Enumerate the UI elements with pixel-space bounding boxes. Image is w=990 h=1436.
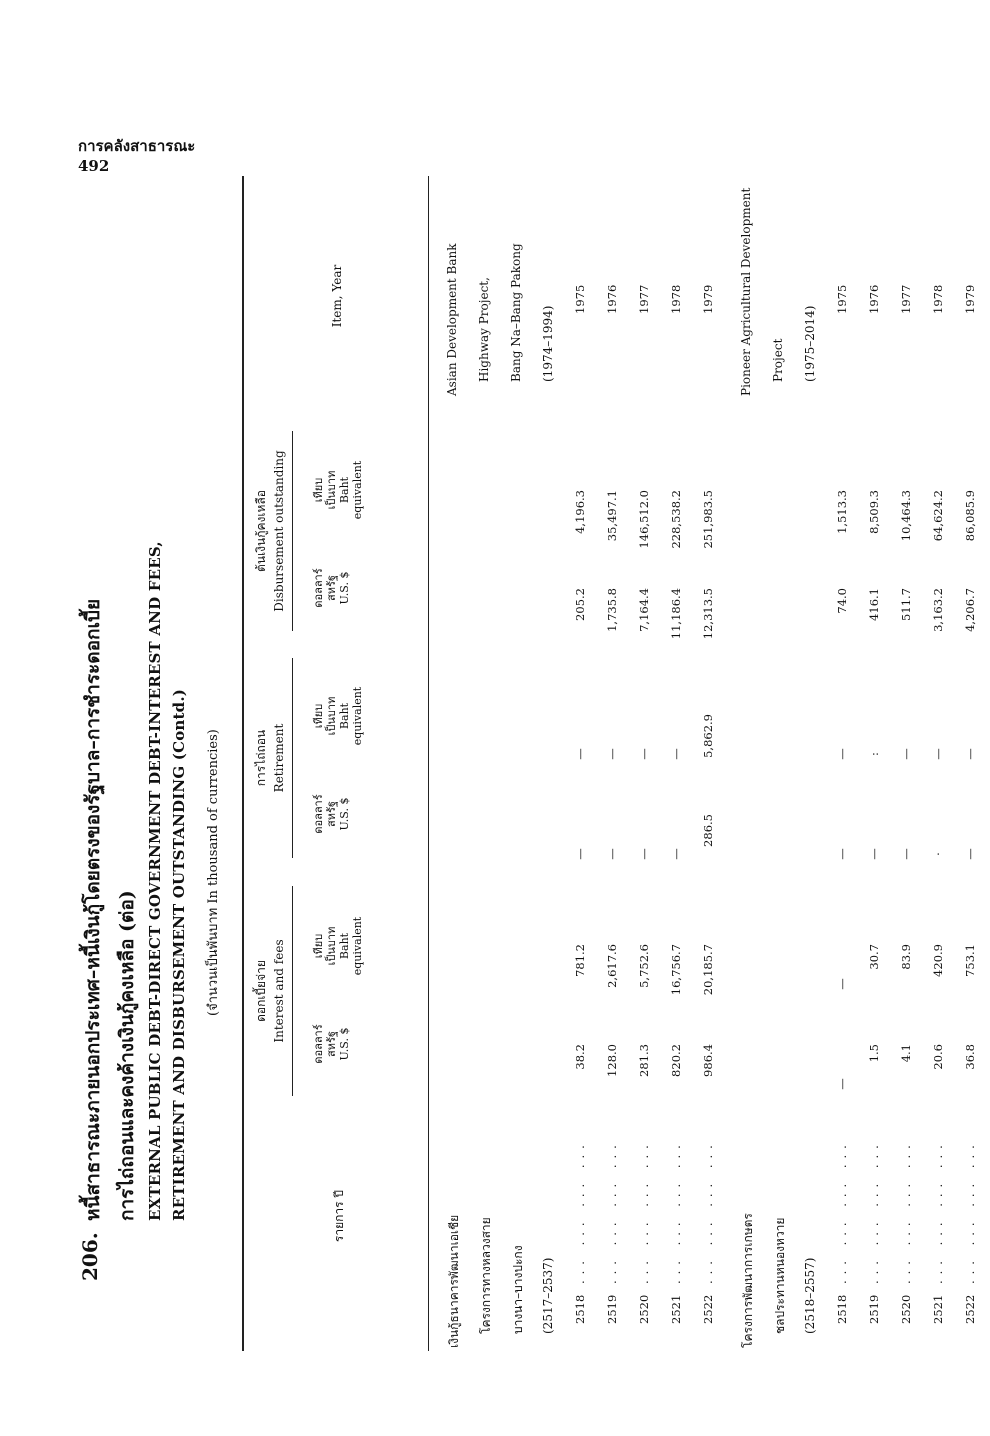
outstanding-group-rule: [292, 431, 293, 631]
subheader-line: Baht: [338, 702, 351, 730]
cell-int-baht: 781.2: [573, 944, 587, 977]
cell-out-baht: 228,538.2: [669, 490, 683, 549]
section-label-thai: โครงการพัฒนาการเกษตร: [741, 1213, 755, 1348]
cell-int-baht: —: [835, 978, 849, 990]
cell-ret-baht: —: [605, 748, 619, 760]
row-leader-dots: ... ... ... ...: [605, 1139, 619, 1284]
cell-out-usd: 12,313.5: [701, 588, 715, 640]
cell-int-usd: 281.3: [637, 1044, 651, 1077]
cell-ret-usd: 286.5: [701, 814, 715, 847]
section-label-english: (1975–2014): [803, 305, 817, 382]
retirement-header-english: Retirement: [272, 723, 286, 793]
subheader-line: ดอลลาร์: [312, 794, 325, 834]
section-label-thai: บางนา–บางปะกง: [511, 1245, 525, 1334]
cell-ret-usd: ·: [931, 852, 945, 856]
row-leader-dots: ... ... ... ...: [637, 1139, 651, 1284]
interest-baht-subheader: [312, 906, 364, 986]
subheader-line: U.S. $: [338, 797, 351, 831]
cell-ret-usd: —: [573, 848, 587, 860]
cell-out-usd: 416.1: [867, 588, 881, 621]
row-year-thai: 2522: [963, 1294, 977, 1324]
row-year-english: 1977: [899, 284, 913, 314]
row-year-thai: 2520: [637, 1294, 651, 1324]
cell-int-usd: 4.1: [899, 1044, 913, 1063]
row-year-thai: 2522: [701, 1294, 715, 1324]
section-label-english: Highway Project,: [477, 277, 491, 382]
cell-out-baht: 251,983.5: [701, 490, 715, 549]
section-label-thai: ชลประทานหนองหวาย: [773, 1217, 787, 1334]
section-label-english: Pioneer Agricultural Development: [739, 187, 753, 396]
interest-group-rule: [292, 886, 293, 1096]
cell-out-baht: 8,509.3: [867, 490, 881, 534]
subheader-line: ดอลลาร์: [312, 568, 325, 608]
cell-ret-usd: —: [899, 848, 913, 860]
row-year-english: 1976: [867, 284, 881, 314]
header-rule: [428, 176, 429, 1351]
title-thai-line1: หนี้สาธารณะภายนอกประเทศ–หนี้เงินกู้โดยตรงของรัฐบาล–การชำระดอกเบี้ย: [82, 598, 104, 1221]
subheader-line: เทียบ: [312, 703, 325, 729]
book-title: การคลังสาธารณะ: [78, 137, 196, 155]
row-year-thai: 2519: [867, 1294, 881, 1324]
row-year-english: 1976: [605, 284, 619, 314]
cell-int-baht: 5,752.6: [637, 944, 651, 988]
cell-int-baht: 30.7: [867, 944, 881, 970]
row-year-english: 1979: [963, 284, 977, 314]
row-leader-dots: ... ... ... ...: [931, 1139, 945, 1284]
cell-out-usd: 74.0: [835, 588, 849, 614]
title-english-line2: RETIREMENT AND DISBURSEMENT OUTSTANDING (Contd.): [170, 688, 188, 1221]
retirement-group-rule: [292, 658, 293, 858]
title-thai-line2: การไถ่ถอนและคงค้างเงินกู้คงเหลือ (ต่อ): [116, 890, 138, 1221]
row-year-english: 1979: [701, 284, 715, 314]
subheader-line: สหรัฐ: [325, 1031, 338, 1057]
cell-int-usd: 820.2: [669, 1044, 683, 1077]
subheader-line: U.S. $: [338, 1027, 351, 1061]
interest-header-thai: ดอกเบี้ยจ่าย: [254, 960, 268, 1022]
section-label-thai: โครงการทางหลวงสาย: [479, 1217, 493, 1334]
row-leader-dots: ... ... ... ...: [573, 1139, 587, 1284]
cell-ret-usd: —: [963, 848, 977, 860]
cell-out-baht: 86,085.9: [963, 490, 977, 542]
cell-int-usd: —: [835, 1078, 849, 1090]
row-year-english: 1977: [637, 284, 651, 314]
cell-ret-usd: —: [669, 848, 683, 860]
cell-int-baht: 420.9: [931, 944, 945, 977]
row-year-thai: 2521: [669, 1294, 683, 1324]
cell-int-usd: 20.6: [931, 1044, 945, 1070]
cell-out-usd: 4,206.7: [963, 588, 977, 632]
row-year-thai: 2519: [605, 1294, 619, 1324]
outstanding-baht-subheader: [312, 450, 364, 530]
row-year-thai: 2521: [931, 1294, 945, 1324]
row-year-english: 1978: [931, 284, 945, 314]
page-number: 492: [78, 157, 110, 175]
subheader-line: ดอลลาร์: [312, 1024, 325, 1064]
cell-out-baht: 146,512.0: [637, 490, 651, 549]
outstanding-header-english: Disbursement outstanding: [272, 450, 286, 612]
retirement-usd-subheader: [312, 774, 351, 854]
subheader-line: equivalent: [351, 916, 364, 976]
cell-out-usd: 1,735.8: [605, 588, 619, 632]
section-label-thai: (2518–2557): [803, 1257, 817, 1334]
item-header-thai: รายการ ปี: [332, 1189, 346, 1243]
cell-int-baht: 753.1: [963, 944, 977, 977]
cell-int-baht: 20,185.7: [701, 944, 715, 996]
subheader-line: equivalent: [351, 686, 364, 746]
cell-out-baht: 1,513.3: [835, 490, 849, 534]
section-label-thai: เงินกู้ธนาคารพัฒนาเอเชีย: [447, 1214, 461, 1348]
retirement-header-thai: การไถ่ถอน: [254, 729, 268, 787]
subheader-line: เป็นบาท: [325, 696, 338, 736]
section-label-english: Bang Na–Bang Pakong: [509, 243, 523, 382]
cell-ret-baht: —: [637, 748, 651, 760]
subheader-line: Baht: [338, 932, 351, 960]
cell-int-usd: 38.2: [573, 1044, 587, 1070]
row-leader-dots: ... ... ... ...: [701, 1139, 715, 1284]
subheader-line: equivalent: [351, 460, 364, 520]
row-year-thai: 2518: [835, 1294, 849, 1324]
cell-out-baht: 64,624.2: [931, 490, 945, 542]
cell-ret-baht: —: [669, 748, 683, 760]
cell-int-usd: 986.4: [701, 1044, 715, 1077]
cell-ret-usd: —: [867, 848, 881, 860]
cell-out-baht: 35,497.1: [605, 490, 619, 542]
retirement-baht-subheader: [312, 676, 364, 756]
row-leader-dots: ... ... ... ...: [867, 1139, 881, 1284]
section-label-english: (1974–1994): [541, 305, 555, 382]
subheader-line: เป็นบาท: [325, 926, 338, 966]
unit-note: (จำนวนเป็นพันบาท In thousand of currencies): [206, 729, 221, 1016]
section-label-thai: (2517–2537): [541, 1257, 555, 1334]
row-year-thai: 2520: [899, 1294, 913, 1324]
outstanding-header-thai: ต้นเงินกู้คงเหลือ: [254, 490, 268, 572]
cell-out-usd: 3,163.2: [931, 588, 945, 632]
row-year-english: 1975: [573, 284, 587, 314]
item-header-english: Item, Year: [330, 264, 344, 328]
row-leader-dots: ... ... ... ...: [963, 1139, 977, 1284]
title-english-line1: EXTERNAL PUBLIC DEBT-DIRECT GOVERNMENT DEBT-INTEREST AND FEES,: [146, 541, 164, 1221]
subheader-line: Baht: [338, 476, 351, 504]
interest-header-english: Interest and fees: [272, 939, 286, 1043]
cell-ret-usd: —: [835, 848, 849, 860]
cell-int-baht: 16,756.7: [669, 944, 683, 996]
cell-int-baht: 2,617.6: [605, 944, 619, 988]
subheader-line: สหรัฐ: [325, 801, 338, 827]
cell-int-usd: 128.0: [605, 1044, 619, 1077]
cell-ret-baht: —: [899, 748, 913, 760]
section-label-english: Asian Development Bank: [445, 243, 459, 396]
row-leader-dots: ... ... ... ...: [899, 1139, 913, 1284]
row-leader-dots: ... ... ... ...: [669, 1139, 683, 1284]
row-year-english: 1978: [669, 284, 683, 314]
cell-out-usd: 511.7: [899, 588, 913, 621]
cell-ret-baht: —: [835, 748, 849, 760]
cell-ret-usd: —: [637, 848, 651, 860]
cell-int-usd: 1.5: [867, 1044, 881, 1063]
cell-ret-baht: 5,862.9: [701, 714, 715, 758]
cell-out-baht: 10,464.3: [899, 490, 913, 542]
cell-out-usd: 205.2: [573, 588, 587, 621]
cell-out-usd: 7,164.4: [637, 588, 651, 632]
subheader-line: เทียบ: [312, 477, 325, 503]
interest-usd-subheader: [312, 1004, 351, 1084]
subheader-line: สหรัฐ: [325, 575, 338, 601]
top-rule: [242, 176, 244, 1351]
row-year-thai: 2518: [573, 1294, 587, 1324]
cell-ret-baht: —: [573, 748, 587, 760]
cell-int-usd: 36.8: [963, 1044, 977, 1070]
subheader-line: U.S. $: [338, 571, 351, 605]
cell-ret-baht: —: [931, 748, 945, 760]
cell-ret-usd: —: [605, 848, 619, 860]
row-year-english: 1975: [835, 284, 849, 314]
section-label-english: Project: [771, 338, 785, 382]
cell-ret-baht: —: [963, 748, 977, 760]
cell-out-baht: 4,196.3: [573, 490, 587, 534]
table-number: 206.: [78, 1232, 102, 1281]
cell-out-usd: 11,186.4: [669, 588, 683, 640]
cell-ret-baht: :: [867, 752, 881, 756]
subheader-line: เป็นบาท: [325, 470, 338, 510]
cell-int-baht: 83.9: [899, 944, 913, 970]
subheader-line: เทียบ: [312, 933, 325, 959]
row-leader-dots: ... ... ... ...: [835, 1139, 849, 1284]
outstanding-usd-subheader: [312, 548, 351, 628]
